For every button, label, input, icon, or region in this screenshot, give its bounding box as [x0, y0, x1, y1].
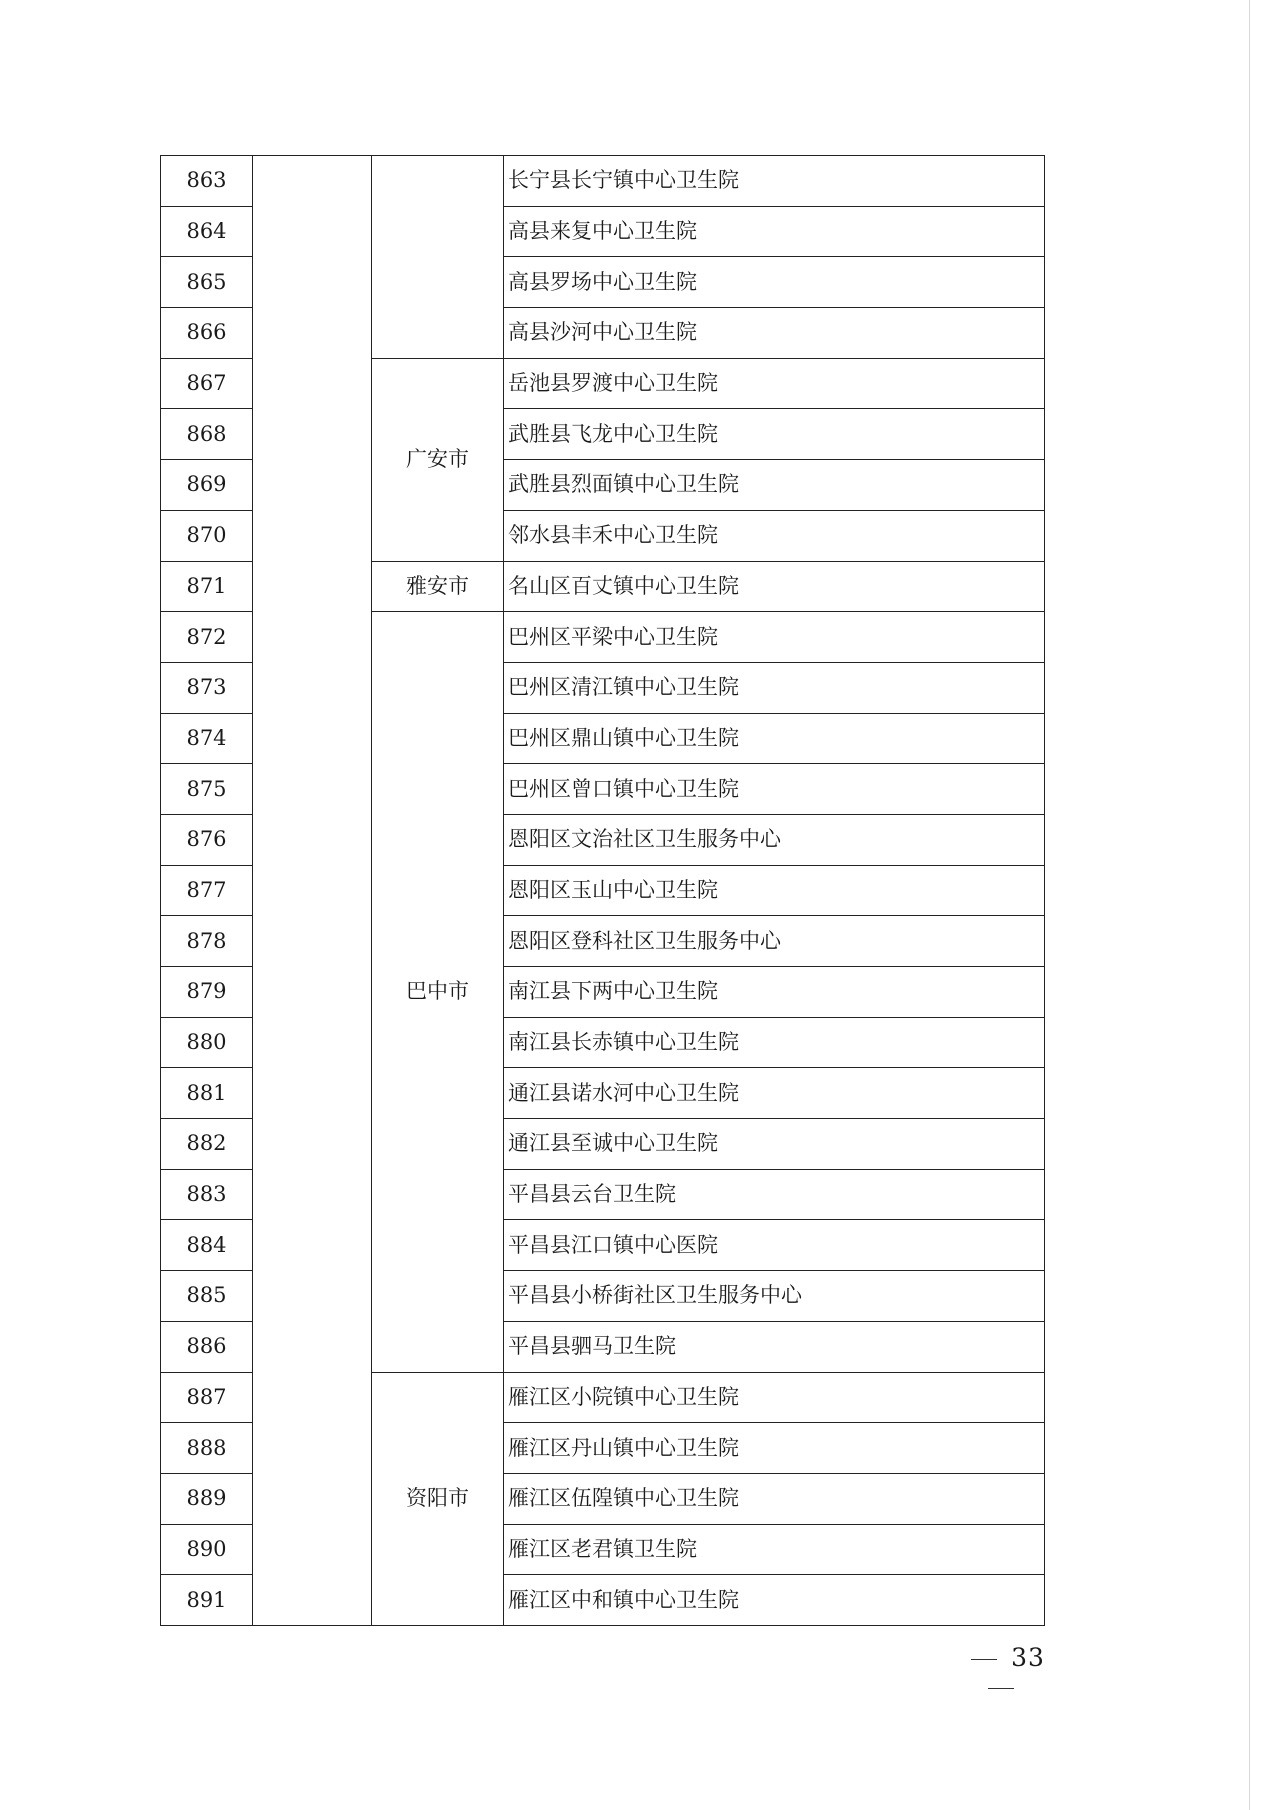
hospital-name: 平昌县江口镇中心医院	[504, 1220, 1045, 1271]
row-number: 868	[161, 409, 253, 460]
province-cell	[253, 156, 372, 1626]
row-number: 886	[161, 1321, 253, 1372]
table-row	[161, 156, 1045, 207]
hospital-name: 高县来复中心卫生院	[504, 206, 1045, 257]
row-number: 872	[161, 612, 253, 663]
city-cell-continued	[372, 156, 504, 359]
hospital-name: 雁江区伍隍镇中心卫生院	[504, 1473, 1045, 1524]
hospital-name: 雁江区中和镇中心卫生院	[504, 1575, 1045, 1626]
row-number: 870	[161, 510, 253, 561]
row-number: 865	[161, 257, 253, 308]
row-number: 864	[161, 206, 253, 257]
hospital-name: 恩阳区登科社区卫生服务中心	[504, 916, 1045, 967]
hospital-name: 雁江区丹山镇中心卫生院	[504, 1423, 1045, 1474]
hospital-name: 巴州区曾口镇中心卫生院	[504, 764, 1045, 815]
hospital-name: 高县沙河中心卫生院	[504, 308, 1045, 359]
page-edge-line	[1249, 0, 1250, 1810]
row-number: 874	[161, 713, 253, 764]
city-cell-guangan: 广安市	[372, 358, 504, 561]
hospital-name: 巴州区鼎山镇中心卫生院	[504, 713, 1045, 764]
hospital-name: 平昌县云台卫生院	[504, 1169, 1045, 1220]
hospital-name: 平昌县驷马卫生院	[504, 1321, 1045, 1372]
city-cell-yaan: 雅安市	[372, 561, 504, 612]
city-cell-bazhong: 巴中市	[372, 612, 504, 1372]
row-number: 885	[161, 1271, 253, 1322]
hospital-roster-table	[160, 155, 1045, 1626]
hospital-name: 通江县至诚中心卫生院	[504, 1119, 1045, 1170]
hospital-name: 平昌县小桥街社区卫生服务中心	[504, 1271, 1045, 1322]
row-number: 883	[161, 1169, 253, 1220]
row-number: 880	[161, 1017, 253, 1068]
row-number: 873	[161, 662, 253, 713]
hospital-name: 武胜县飞龙中心卫生院	[504, 409, 1045, 460]
hospital-name: 巴州区清江镇中心卫生院	[504, 662, 1045, 713]
hospital-name: 高县罗场中心卫生院	[504, 257, 1045, 308]
hospital-name: 武胜县烈面镇中心卫生院	[504, 460, 1045, 511]
hospital-name: 雁江区小院镇中心卫生院	[504, 1372, 1045, 1423]
row-number: 891	[161, 1575, 253, 1626]
hospital-name: 通江县诺水河中心卫生院	[504, 1068, 1045, 1119]
city-cell-ziyang: 资阳市	[372, 1372, 504, 1625]
row-number: 875	[161, 764, 253, 815]
row-number: 879	[161, 967, 253, 1018]
page-number: 33	[1011, 1643, 1045, 1672]
row-number: 888	[161, 1423, 253, 1474]
row-number: 890	[161, 1524, 253, 1575]
hospital-name: 岳池县罗渡中心卫生院	[504, 358, 1045, 409]
left-dash	[971, 1659, 997, 1661]
row-number: 877	[161, 865, 253, 916]
row-number: 882	[161, 1119, 253, 1170]
right-dash	[988, 1688, 1014, 1690]
page-number-footer	[936, 1643, 1066, 1701]
hospital-name: 邻水县丰禾中心卫生院	[504, 510, 1045, 561]
row-number: 866	[161, 308, 253, 359]
hospital-name: 恩阳区玉山中心卫生院	[504, 865, 1045, 916]
hospital-name: 南江县下两中心卫生院	[504, 967, 1045, 1018]
row-number: 881	[161, 1068, 253, 1119]
row-number: 884	[161, 1220, 253, 1271]
row-number: 867	[161, 358, 253, 409]
row-number: 869	[161, 460, 253, 511]
row-number: 863	[161, 156, 253, 207]
row-number: 876	[161, 814, 253, 865]
hospital-name: 南江县长赤镇中心卫生院	[504, 1017, 1045, 1068]
hospital-name: 巴州区平梁中心卫生院	[504, 612, 1045, 663]
row-number: 889	[161, 1473, 253, 1524]
hospital-name: 雁江区老君镇卫生院	[504, 1524, 1045, 1575]
hospital-name: 恩阳区文治社区卫生服务中心	[504, 814, 1045, 865]
row-number: 871	[161, 561, 253, 612]
row-number: 878	[161, 916, 253, 967]
row-number: 887	[161, 1372, 253, 1423]
hospital-name: 长宁县长宁镇中心卫生院	[504, 156, 1045, 207]
hospital-name: 名山区百丈镇中心卫生院	[504, 561, 1045, 612]
